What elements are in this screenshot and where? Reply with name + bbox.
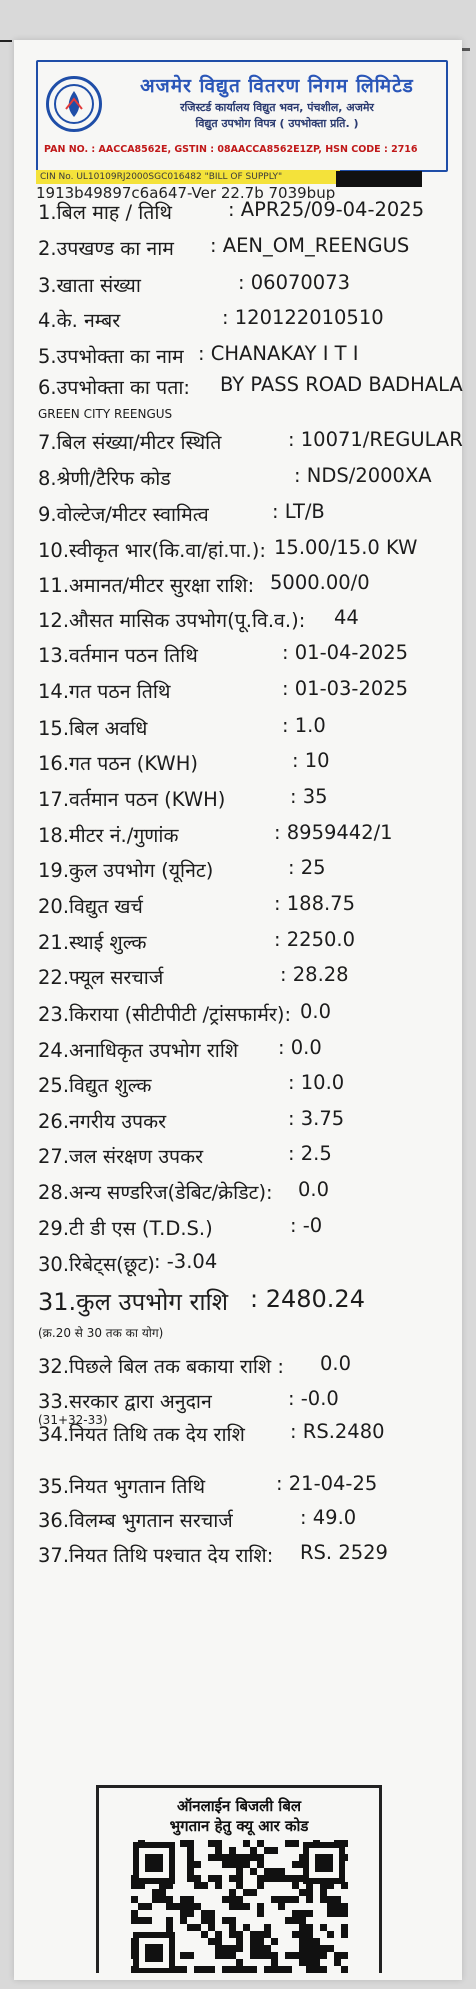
field-value: 0.0 bbox=[320, 1352, 352, 1375]
field-label: 35.नियत भुगतान तिथि bbox=[38, 1475, 206, 1498]
field-value: : 2.5 bbox=[288, 1142, 332, 1165]
field-label: 3.खाता संख्या bbox=[38, 274, 141, 297]
field-label: 9.वोल्टेज/मीटर स्वामित्व bbox=[38, 503, 209, 526]
field-value: : 0.0 bbox=[278, 1036, 322, 1059]
field-label: 7.बिल संख्या/मीटर स्थिति bbox=[38, 431, 222, 454]
field-label: 18.मीटर नं./गुणांक bbox=[38, 824, 179, 847]
field-label: 5.उपभोक्ता का नाम bbox=[38, 345, 184, 368]
field-label: 21.स्थाई शुल्क bbox=[38, 931, 147, 954]
field-value: : 01-03-2025 bbox=[282, 677, 409, 700]
field-label: 30.रिबेट्स(छूट) bbox=[38, 1253, 155, 1276]
field-value: : 25 bbox=[288, 856, 326, 879]
field-label: 12.औसत मासिक उपभोग(पू.वि.व.): bbox=[38, 609, 306, 632]
field-value: 0.0 bbox=[298, 1178, 330, 1201]
field-label: 20.विद्युत खर्च bbox=[38, 895, 143, 918]
field-value: RS. 2529 bbox=[300, 1541, 388, 1564]
field-value: : 188.75 bbox=[274, 892, 355, 915]
field-label: 26.नगरीय उपकर bbox=[38, 1110, 167, 1133]
field-value: : 1.0 bbox=[282, 714, 326, 737]
field-value: : LT/B bbox=[272, 500, 325, 523]
field-label: 22.फ्यूल सरचार्ज bbox=[38, 966, 164, 989]
field-value: : APR25/09-04-2025 bbox=[228, 198, 425, 221]
field-value: : 21-04-25 bbox=[276, 1472, 378, 1495]
serial-line: 1913b49897c6a647-Ver 22.7b 7039bup bbox=[36, 186, 336, 200]
bill-type: विद्युत उपभोग विपत्र ( उपभोक्ता प्रति. ) bbox=[195, 117, 359, 130]
total-note: (क्र.20 से 30 तक का योग) bbox=[38, 1326, 164, 1340]
bill-header bbox=[36, 60, 448, 172]
field-label: 34.नियत तिथि तक देय राशि bbox=[38, 1423, 245, 1446]
field-value: : -0.0 bbox=[288, 1387, 339, 1410]
field-value: : 8959442/1 bbox=[274, 821, 393, 844]
company-logo-icon bbox=[46, 76, 102, 132]
qr-payment-box bbox=[96, 1785, 382, 1973]
field-label: 16.गत पठन (KWH) bbox=[38, 752, 198, 775]
field-label: 6.उपभोक्ता का पता: bbox=[38, 376, 190, 399]
field-label: 13.वर्तमान पठन तिथि bbox=[38, 644, 198, 667]
office-address: रजिस्टर्ड कार्यालय विद्युत भवन, पंचशील, अजमेर bbox=[180, 101, 374, 114]
field-value: 44 bbox=[334, 606, 359, 629]
field-label: 29.टी डी एस (T.D.S.) bbox=[38, 1217, 213, 1240]
field-label: 4.के. नम्बर bbox=[38, 309, 121, 332]
field-label: 11.अमानत/मीटर सुरक्षा राशि: bbox=[38, 574, 255, 597]
qr-title-line-2: भुगतान हेतु क्यू आर कोड bbox=[169, 1817, 309, 1835]
field-value: : 10.0 bbox=[288, 1071, 345, 1094]
field-value: : 120122010510 bbox=[222, 306, 384, 329]
field-label: 24.अनाधिकृत उपभोग राशि bbox=[38, 1039, 239, 1062]
qr-code-icon[interactable] bbox=[129, 1840, 349, 1973]
crop-mark bbox=[0, 40, 12, 42]
bill-receipt bbox=[14, 40, 462, 1980]
field-value: : -3.04 bbox=[154, 1250, 218, 1273]
field-label: 2.उपखण्ड का नाम bbox=[38, 237, 174, 260]
field-label: 28.अन्य सण्डरिज(डेबिट/क्रेडिट): bbox=[38, 1181, 273, 1204]
field-label: 36.विलम्ब भुगतान सरचार्ज bbox=[38, 1509, 233, 1532]
field-value: : 10 bbox=[292, 749, 330, 772]
field-value: : CHANAKAY I T I bbox=[198, 342, 359, 365]
cin-line: CIN No. UL10109RJ2000SGC016482 "BILL OF SUPPLY" bbox=[36, 170, 340, 184]
field-value: 0.0 bbox=[300, 1000, 332, 1023]
field-label: 31.कुल उपभोग राशि bbox=[38, 1288, 229, 1316]
field-label: 15.बिल अवधि bbox=[38, 717, 148, 740]
field-value: : 2480.24 bbox=[250, 1285, 365, 1313]
field-value: BY PASS ROAD BADHALA bbox=[220, 373, 463, 396]
field-value: : 2250.0 bbox=[274, 928, 355, 951]
field-value: : 35 bbox=[290, 785, 328, 808]
field-value: : 06070073 bbox=[238, 271, 351, 294]
address-line-2: GREEN CITY REENGUS bbox=[38, 407, 173, 421]
field-label: 14.गत पठन तिथि bbox=[38, 680, 171, 703]
field-value: : 3.75 bbox=[288, 1107, 345, 1130]
pan-gstin-line: PAN NO. : AACCA8562E, GSTIN : 08AACCA8562E1ZP, HSN CODE : 2716 bbox=[44, 144, 418, 155]
field-label: 17.वर्तमान पठन (KWH) bbox=[38, 788, 226, 811]
field-value: : 10071/REGULAR bbox=[288, 428, 463, 451]
payable-note: (31+32-33) bbox=[38, 1413, 108, 1427]
field-value: : 01-04-2025 bbox=[282, 641, 409, 664]
field-label: 1.बिल माह / तिथि bbox=[38, 201, 172, 224]
field-label: 23.किराया (सीटीपीटी /ट्रांसफार्मर): bbox=[38, 1003, 292, 1026]
field-value: : RS.2480 bbox=[290, 1420, 385, 1443]
qr-title-line-1: ऑनलाईन बिजली बिल bbox=[176, 1797, 302, 1815]
field-value: : 28.28 bbox=[280, 963, 349, 986]
qr-title bbox=[99, 1796, 379, 1836]
field-label: 25.विद्युत शुल्क bbox=[38, 1074, 152, 1097]
field-label: 8.श्रेणी/टैरिफ कोड bbox=[38, 467, 171, 490]
field-value: : AEN_OM_REENGUS bbox=[210, 234, 410, 257]
field-value: 5000.00/0 bbox=[270, 571, 370, 594]
field-value: : NDS/2000XA bbox=[294, 464, 432, 487]
field-label: 33.सरकार द्वारा अनुदान bbox=[38, 1390, 212, 1413]
field-label: 19.कुल उपभोग (यूनिट) bbox=[38, 859, 214, 882]
field-value: : -0 bbox=[290, 1214, 323, 1237]
field-label: 32.पिछले बिल तक बकाया राशि : bbox=[38, 1355, 284, 1378]
field-label: 10.स्वीकृत भार(कि.वा/हां.पा.): bbox=[38, 539, 266, 562]
company-name: अजमेर विद्युत वितरण निगम लिमिटेड bbox=[140, 75, 414, 97]
field-value: 15.00/15.0 KW bbox=[274, 536, 418, 559]
field-label: 37.नियत तिथि पश्चात देय राशि: bbox=[38, 1544, 274, 1567]
field-value: : 49.0 bbox=[300, 1506, 357, 1529]
redaction-bar bbox=[336, 171, 422, 187]
field-label: 27.जल संरक्षण उपकर bbox=[38, 1145, 204, 1168]
